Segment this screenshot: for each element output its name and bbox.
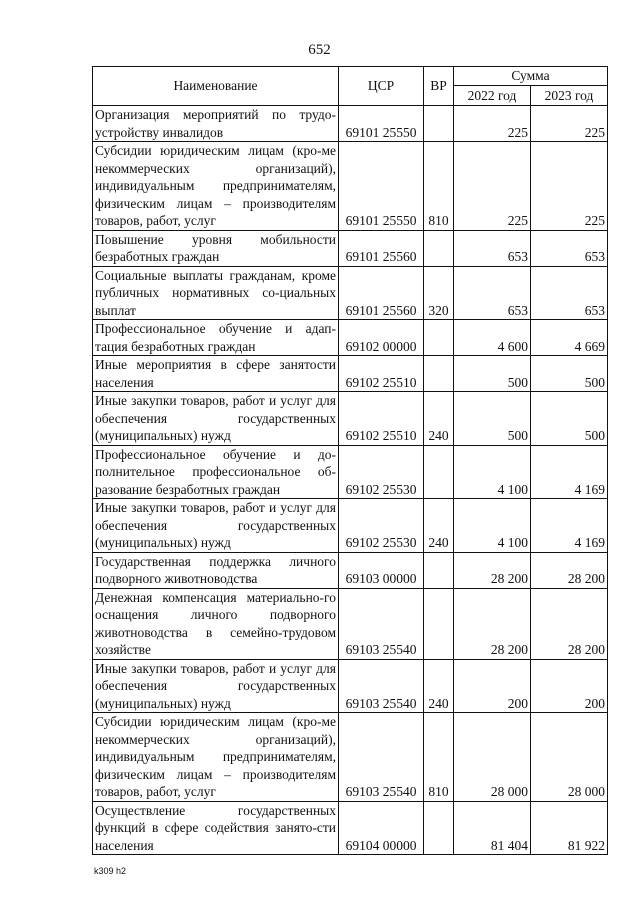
header-sum: Сумма — [454, 67, 608, 86]
row-2023-cell: 28 200 — [531, 552, 608, 588]
row-csr-cell: 69102 25530 — [339, 445, 424, 499]
row-name-cell: Организация мероприятий по трудо-устройству инвалидов — [93, 106, 339, 142]
footer-code: k309 h2 — [94, 866, 127, 876]
row-2022-cell: 500 — [454, 392, 531, 446]
row-name-cell: Иные закупки товаров, работ и услуг для обеспечения государственных (муниципальных) нужд — [93, 659, 339, 713]
row-csr-cell: 69101 25550 — [339, 142, 424, 231]
row-2023-cell: 28 200 — [531, 588, 608, 659]
row-csr-cell: 69103 25540 — [339, 588, 424, 659]
row-vr-cell — [424, 445, 454, 499]
row-csr-cell: 69101 25550 — [339, 106, 424, 142]
header-name: Наименование — [93, 67, 339, 106]
row-2022-cell: 28 000 — [454, 713, 531, 802]
row-name-cell: Профессиональное обучение и до-полнительное профессиональное об-разование безработных граждан — [93, 445, 339, 499]
row-csr-cell: 69103 00000 — [339, 552, 424, 588]
row-name-cell: Иные закупки товаров, работ и услуг для обеспечения государственных (муниципальных) нужд — [93, 499, 339, 553]
row-csr-cell: 69101 25560 — [339, 230, 424, 266]
row-2023-cell: 4 169 — [531, 499, 608, 553]
table-row — [93, 392, 608, 446]
row-2023-cell: 81 922 — [531, 801, 608, 855]
table-row — [93, 106, 608, 142]
table-row — [93, 499, 608, 553]
row-vr-cell — [424, 320, 454, 356]
row-2023-cell: 225 — [531, 106, 608, 142]
header-csr: ЦСР — [339, 67, 424, 106]
row-name-cell: Осуществление государственных функций в сфере содействия занято-сти населения — [93, 801, 339, 855]
row-vr-cell: 810 — [424, 713, 454, 802]
row-2022-cell: 225 — [454, 142, 531, 231]
row-2022-cell: 28 200 — [454, 588, 531, 659]
row-csr-cell: 69104 00000 — [339, 801, 424, 855]
row-name-cell: Иные мероприятия в сфере занятости населения — [93, 356, 339, 392]
row-2022-cell: 81 404 — [454, 801, 531, 855]
row-vr-cell — [424, 801, 454, 855]
row-vr-cell — [424, 230, 454, 266]
row-2022-cell: 225 — [454, 106, 531, 142]
row-2023-cell: 500 — [531, 392, 608, 446]
table-row — [93, 801, 608, 855]
table-row — [93, 445, 608, 499]
budget-table — [92, 66, 608, 855]
row-name-cell: Иные закупки товаров, работ и услуг для обеспечения государственных (муниципальных) нужд — [93, 392, 339, 446]
row-vr-cell: 240 — [424, 392, 454, 446]
row-csr-cell: 69102 25510 — [339, 392, 424, 446]
row-name-cell: Субсидии юридическим лицам (кро-ме некоммерческих организаций), индивидуальным предпринимателям, физическим лицам – производителям товаров, работ, услуг — [93, 142, 339, 231]
row-vr-cell — [424, 552, 454, 588]
row-2023-cell: 653 — [531, 266, 608, 320]
header-year-2023: 2023 год — [531, 85, 608, 105]
table-row — [93, 713, 608, 802]
row-2023-cell: 28 000 — [531, 713, 608, 802]
row-2022-cell: 500 — [454, 356, 531, 392]
row-vr-cell — [424, 356, 454, 392]
row-2022-cell: 653 — [454, 266, 531, 320]
row-2023-cell: 4 169 — [531, 445, 608, 499]
row-csr-cell: 69103 25540 — [339, 659, 424, 713]
row-name-cell: Денежная компенсация материально-го оснащения личного подворного животноводства в семейно-трудовом хозяйстве — [93, 588, 339, 659]
row-2022-cell: 653 — [454, 230, 531, 266]
row-csr-cell: 69103 25540 — [339, 713, 424, 802]
row-vr-cell — [424, 588, 454, 659]
row-2022-cell: 200 — [454, 659, 531, 713]
row-2023-cell: 225 — [531, 142, 608, 231]
table-row — [93, 659, 608, 713]
row-vr-cell: 810 — [424, 142, 454, 231]
table-row — [93, 588, 608, 659]
row-2022-cell: 4 600 — [454, 320, 531, 356]
row-name-cell: Повышение уровня мобильности безработных граждан — [93, 230, 339, 266]
row-vr-cell — [424, 106, 454, 142]
table-row — [93, 356, 608, 392]
header-year-2022: 2022 год — [454, 85, 531, 105]
row-name-cell: Социальные выплаты гражданам, кроме публичных нормативных со-циальных выплат — [93, 266, 339, 320]
row-2023-cell: 653 — [531, 230, 608, 266]
row-name-cell: Субсидии юридическим лицам (кро-ме некоммерческих организаций), индивидуальным предпринимателям, физическим лицам – производителям товаров, работ, услуг — [93, 713, 339, 802]
row-2022-cell: 4 100 — [454, 445, 531, 499]
row-csr-cell: 69101 25560 — [339, 266, 424, 320]
row-2022-cell: 28 200 — [454, 552, 531, 588]
table-row — [93, 552, 608, 588]
row-2023-cell: 200 — [531, 659, 608, 713]
row-vr-cell: 240 — [424, 659, 454, 713]
table-header-row — [93, 67, 608, 86]
row-2023-cell: 4 669 — [531, 320, 608, 356]
row-csr-cell: 69102 00000 — [339, 320, 424, 356]
row-csr-cell: 69102 25530 — [339, 499, 424, 553]
table-row — [93, 266, 608, 320]
page-number: 652 — [308, 42, 331, 58]
header-vr: ВР — [424, 67, 454, 106]
table-row — [93, 320, 608, 356]
row-vr-cell: 320 — [424, 266, 454, 320]
row-name-cell: Профессиональное обучение и адап-тация безработных граждан — [93, 320, 339, 356]
table-body — [93, 106, 608, 855]
row-2022-cell: 4 100 — [454, 499, 531, 553]
table-row — [93, 142, 608, 231]
row-2023-cell: 500 — [531, 356, 608, 392]
table-row — [93, 230, 608, 266]
row-name-cell: Государственная поддержка личного подворного животноводства — [93, 552, 339, 588]
row-vr-cell: 240 — [424, 499, 454, 553]
row-csr-cell: 69102 25510 — [339, 356, 424, 392]
